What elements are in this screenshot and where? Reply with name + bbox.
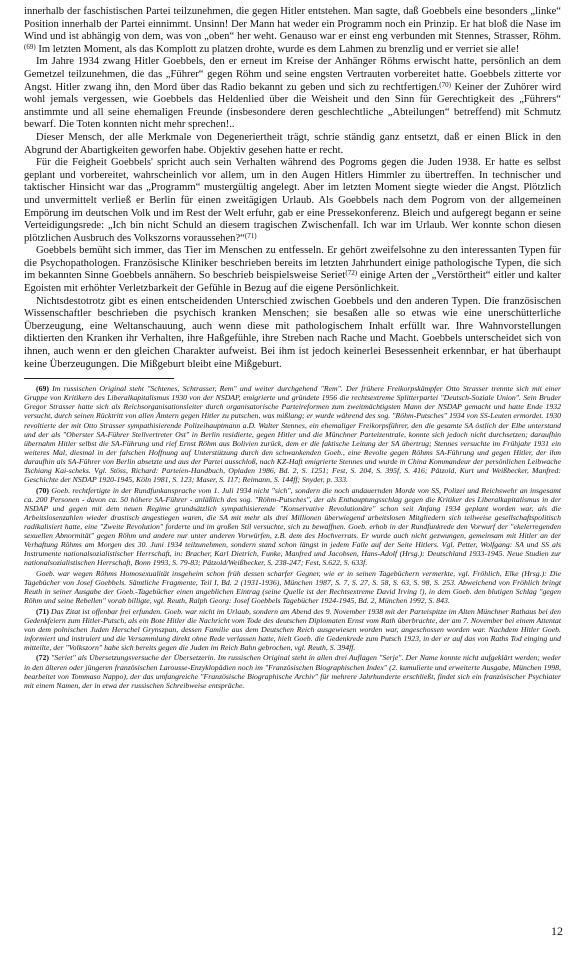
- footnotes: [24, 384, 561, 690]
- paragraph-text: innerhalb der faschistischen Partei teilzunehmen, die gegen Hitler entstehen. Man sagte, daß Goebbels eine besonders „linke“ Position innerhalb der Partei einnimmt. Unsinn! Der Mann hat weder ein Programm noch ein Prinzip. Er hat bloß die Nase im Wind und ist abhängig von dem, was von „oben“ her weht. Genauso war er einst eng verbunden mit Stennes, Strasser, Röhm.: [24, 6, 561, 43]
- paragraph-text: Goebbels bemüht sich immer, das Tier im Menschen zu entfesseln. Er gehört zweifelsohne zu den interessanten Typen für die Psychopathologen. Französische Kliniker beschrieben bereits im letzten Jahrhundert einige pathologische Typen, die sich im bekannten Sinne Goebbels annähern. So beschrieb beispielsweise Seriet: [24, 245, 561, 282]
- paragraph-text: Im Jahre 1934 zwang Hitler Goebbels, den er erneut im Kreise der Anhänger Röhms erwischt hatte, persönlich an dem Gemetzel teilzunehmen, die das „Führer“ gegen Röhm und seine engsten Vertrauten vorbereitet hatte. Goebbels zitterte vor Angst. Hitler zwang ihn, den Mord über das Radio bekannt zu geben und sich zu rechtfertigen.: [24, 56, 561, 93]
- body-paragraph: [24, 296, 561, 372]
- footnote-text: Das Zitat ist offenbar frei erfunden. Goeb. war nicht im Urlaub, sondern am Abend des 9. November 1938 mit der Parteispitze im Alten Münchner Rathaus bei den Gedenkfeiern zum Hitler-Putsch, als ein Bote Hitler die Nachricht vom Tode des deutschen Diplomaten Ernst vom Rath überbrachte, der am 7. November bei einem Attentat von dem polnischen Juden Herschel Grynszpan, dessen Familie aus dem Deutschen Reich ausgewiesen worden war, angeschossen worden war. Nachdem Hitler Goeb. informiert und instruiert und die Versammlung direkt ohne Rede verlassen hatte, hielt Goeb. die Gedenkrede zum Putsch 1923, in der er auf das von Raths Tod einging und mitteilte, der "Volkszorn" habe sich bereits gegen die Juden im Reich Bahn gebrochen, vgl. Reuth, S. 394ff.: [24, 606, 561, 652]
- body-paragraph: [24, 6, 561, 56]
- footnote-text: Im russischen Original steht "Schtenes, Schtrasser, Rem" und weiter durchgehend "Rem". Der frühere Freikorpskämpfer Otto Strasser trennte sich mit einer Gruppe von Kritikern des Liberalkapitalismus 1930 von der NSDAP, emigrierte und gründete 1956 die rechtsextreme Splitterpartei "Deutsch-Soziale Union". Sein Bruder Gregor Strasser hatte sich als Reichsorganisationsleiter durch organisatorische Parteireformen zum zweitmächtigsten Mann der NSDAP gemacht und hatte Ende 1932 versucht, durch seinen Rücktritt von allen Ämtern gegen Hitler zu putschen, was mißlang; er wurde während des sog. "Röhm-Putsches" 1934 von SS-Leuten ermordet. 1930 revoltierte der mit Otto Strasser sympathisierende Polizeihauptmann a.D. Walter Stennes, ein ehemaliger Freikorpsführer, den die gesamte SA östlich der Elbe unterstand und der als "Oberster SA-Führer Stellvertreter Ost" in Berlin residierte, gegen Hitler und die Münchner Parteizentrale, konnte sich jedoch nicht durchsetzen; daraufhin übernahm Hitler selbst die SA-Führung und rief Ernst Röhm aus Bolivien zurück, dem er die faktische Leitung der SA übertrug; Stennes versuchte im Frühjahr 1931 ein weiteres Mal, diesmal in der falschen Hoffnung auf Unterstützung durch den schwankenden Goeb., eine Revolte gegen Röhms SA-Führung und gegen Hitler, der ihm daraufhin als SA-Führer von Berlin absetzte und aus der Partei ausschloß, nach KZ-Haft emigrierte Stennes und wurde in China Kommandeur der persönlichen Leibwache Tschiang Kai-scheks. Vgl. Stöss, Richard: Parteien-Handbuch, Opladen 1986, Bd. 2, S. 1251; Fest, S. 204, S. 395f, S. 416; Pätzold, Kurt und Weißbecker, Manfred: Geschichte der NSDAP 1920-1945, Köln 1981, S. 123; Maser, S. 117; Reimann, S. 144ff; Snyder, p. 333.: [24, 384, 561, 484]
- footnote-marker: (72): [345, 269, 358, 278]
- body-paragraph: [24, 132, 561, 157]
- footnote-text: Goeb. rechtfertigte in der Rundfunkansprache vom 1. Juli 1934 nicht "sich", sondern die noch andauernden Morde von SS, Polizei und Reichswehr an insgesamt ca. 200 Personen - davon ca. 50 höhere SA-Führer - anläßlich des sog. "Röhm-Putsches", der als Enthauptungsschlag gegen die Kritiker des Liberalkapitalismus in der NSDAP und gegen mit dem neuen Regime grundsätzlich sympathisierende "Konservative Revolutionäre" schon seit Anfang 1934 geplant worden war, als die Arbeitslosenzahlen wieder drastisch angestiegen waren, die SA mit mehr als drei Millionen überwiegend arbeitslosen Mitgliedern sich teilweise gesellschaftspolitisch radikalisiert hatte, eine "Zweite Revolution" forderte und im großen Stil versuchte, sich zu bewaffnen. Goeb. erhob in der Rundfunkrede den Vorwurf der "ekelerregenden sexuellen Abnormität" gegen Röhm und andere nur unter anderen Vorwürfen, z.B. dem des Hochverrats. Er wurde auch nicht gezwungen, gemeinsam mit Hitler an der Verhaftung Röhms am Morgen des 30. Juni 1934 teilzunehmen, sondern stand schon längst in jedem Falle auf der Seite Hitlers. Vgl. Petter, Wolfgang: SA und SS als Instrumente nationalsozialistischer Herrschaft, in: Bracher, Karl Dietrich, Funke, Manfred und Jacobsen, Hans-Adolf (Hrsg.): Deutschland 1933-1945. Neue Studien zur nationalsozialistischen Herrschaft, Bonn 1993, S. 79-83; Pätzold/Weißbecker, S. 238-247; Fest, S.622, S. 633f.: [24, 485, 561, 568]
- footnote-number: (72): [36, 653, 49, 663]
- body-paragraph: [24, 245, 561, 295]
- body-paragraph: [24, 157, 561, 245]
- footnote-number: (71): [36, 606, 49, 616]
- footnote: [24, 653, 561, 689]
- footnote-marker: (71): [244, 231, 257, 240]
- footnote-number: (70): [36, 485, 49, 495]
- paragraph-text: einige Arten der „Verstörtheit“ eitler und kalter Egoisten mit erhöhter Verletzbarkeit der Gefühle in Bezug auf die eigene Persönlichkeit.: [24, 270, 561, 295]
- paragraph-text: Dieser Mensch, der alle Merkmale von Degeneriertheit trägt, schrie ständig ganz entsetzt, daß er einen Blick in den Abgrund der Abartigkeiten geworfen habe. Objektiv gesehen hatte er recht.: [24, 131, 561, 156]
- footnote: [24, 486, 561, 568]
- footnote: [24, 569, 561, 605]
- paragraph-text: Nichtsdestotrotz gibt es einen entscheidenden Unterschied zwischen Goebbels und den anderen Typen. Die französischen Wissenschaftler beschrieben die psychisch kranken Menschen; sie besaßen alle so etwas wie eine unerschütterliche Überzeugung, eine Weltanschauung, auch wenn diese mit pathologischem Inhalt erfüllt war. Ihre Wahnvorstellungen diktierten den Kranken ihr Verhalten, ihre Haßgefühle, ihre Streben nach Rache und Macht. Goebbels unterscheidet sich von ihnen, auch wenn er den gleichen Charakter aufweist. Bei ihm ist jedoch keinerlei Besessenheit erkennbar, er hat überhaupt keine Überzeugungen. Die Mißgeburt bleibt eine Mißgeburt.: [24, 295, 561, 370]
- footnote-text: Goeb. war wegen Röhms Homosexualität insgeheim schon früh dessen scharfer Gegner, wie er in seinen Tagebüchern vermerkte, vgl. Fröhlich, Elke (Hrsg.): Die Tagebücher von Josef Goebbels. Sämtliche Fragmente, Teil I, Bd. 2 (1931-1936), München 1987, S. 7, S. 27, S. 58, S. 63, S. 98, S. 253. Abweichend von Fröhlich bringt Reuth in seiner Ausgabe der Goeb.-Tagebücher einen angeblichen Eintrag (seine Quelle ist der Rechtsextreme David Irving !), in dem Goeb. den blutigen Schlag "gegen Röhm und seine Rebellen" vorab billigte, vgl. Reuth, Ralph Georg: Josef Goebbels Tagebücher 1924-1945, Bd. 2, München 1992, S. 843.: [24, 568, 561, 606]
- body-paragraph: [24, 56, 561, 132]
- paragraph-text: Im letzten Moment, als das Komplott zu platzen drohte, wurde es dem Lahmen zu brenzlig und er verriet sie alle!: [35, 43, 520, 55]
- footnote-number: (69): [36, 384, 49, 394]
- footnote: [24, 607, 561, 652]
- footnote: [24, 384, 561, 484]
- footnote-divider: [24, 378, 174, 379]
- footnote-text: "Seriet" als Übersetzungsversuche der Übersetzerin. Im russischen Original steht in allen drei Auflagen "Serje". Der Name konnte nicht aufgeklärt werden; weder in den älteren oder jüngeren französischen Larousse-Enzyklopädien noch im "Französischen Biographischen Index" (2. kumulierte und erweiterte Ausgabe, München 1998, bearbeitet von Tommaso Nappo), der das umfangreiche "Französische Biographische Archiv" für mehrere Jahrhunderte erschließt, findet sich ein französischer Psychiater mit einem Namen, der in etwa der russischen Schreibweise entspräche.: [24, 653, 561, 690]
- footnote-marker: (70): [439, 80, 451, 89]
- footnote-marker: (69): [24, 42, 36, 51]
- paragraph-text: Keiner der Zuhörer wird wohl jemals vergessen, wie Goebbels das Heldenlied über die Weisheit und den Sinn für Gerechtigkeit des „Führers“ anstimmte und all seine ehemaligen Freunde (insbesondere deren geschlechtliche „Abteilungen“ betreffend) mit Schmutz bewarf. Die Toten konnten nicht mehr sprechen!..: [24, 81, 562, 131]
- paragraph-text: Für die Feigheit Goebbels' spricht auch sein Verhalten während des Pogroms gegen die Juden 1938. Er hatte es selbst geplant und vorbereitet, wahrscheinlich vor allem, um in den Augen Hitlers Himmler zu übertreffen. In technischer und taktischer Hinsicht war das „Programm“ mustergültig angelegt. Aber im letzten Moment siegte wieder die Angst. Plötzlich und unvermittelt verließ er Berlin für einen zweitägigen Urlaub. Als Goebbels nach dem Pogrom von der allgemeinen Empörung im deutschen Volk und im Rest der Welt erfuhr, gab er eine Pressekonferenz. Bleich und aufgeregt begann er seine Verteidigungsrede: „Ich bin nicht Schuld an diesem tragischen Zwischenfall. Ich war im Urlaub. Wer konnte schon diesen plötzlichen Ausbruch des Volkszorns voraussehen?“: [24, 157, 561, 244]
- main-text: [24, 6, 561, 371]
- page-number: 12: [551, 924, 563, 938]
